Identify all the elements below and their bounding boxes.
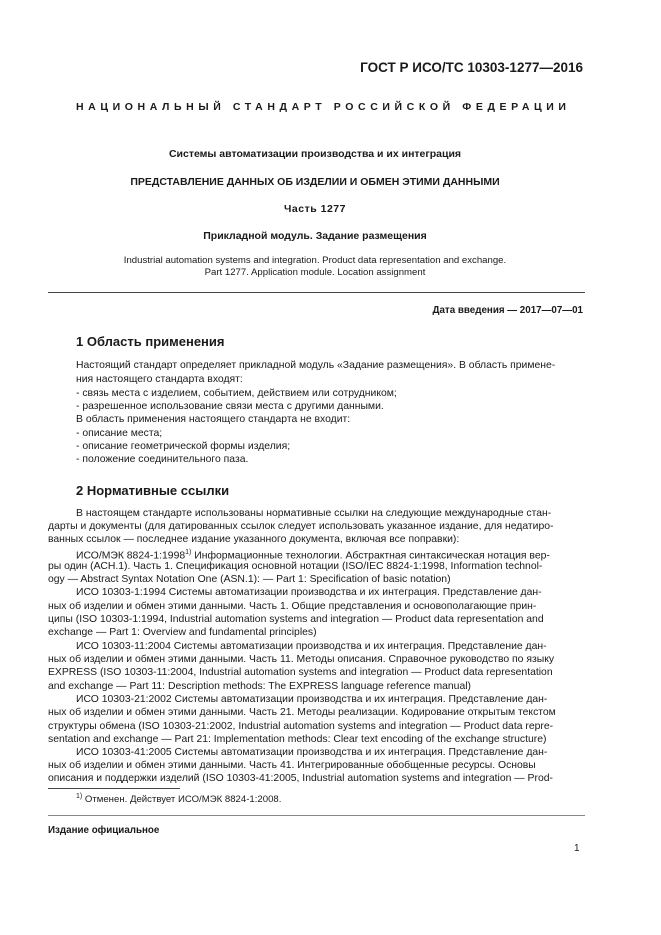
s2-line-21: описания и поддержки изделий (ISO 10303-41:2005, Industrial automation systems and integration — Prod- (48, 773, 553, 784)
s1-line-5: В область применения настоящего стандарта не входит: (76, 414, 351, 425)
footnote-ref-marker: 1) (185, 549, 192, 556)
s1-line-8: - положение соединительного паза. (76, 454, 249, 465)
s2-line-20: ных об изделии и обмен этими данными. Часть 41. Интегрированные обобщенные ресурсы. Основы (48, 760, 536, 771)
english-title-line-1: Industrial automation systems and integration. Product data representation and exchange. (123, 255, 507, 266)
ref-iso-8824-code: ИСО/МЭК 8824-1:1998 (76, 550, 186, 562)
s2-line-12: ных об изделии и обмен этими данными. Часть 11. Методы описания. Справочное руководство по языку (48, 654, 555, 665)
section-2-heading: 2 Нормативные ссылки (76, 483, 230, 498)
s2-line-16: ных об изделии и обмен этими данными. Часть 21. Методы реализации. Кодирование открытым текстом (48, 707, 556, 718)
s2-line-13: EXPRESS (ISO 10303-11:2004, Industrial automation systems and integration — Product data representation (48, 667, 553, 678)
footnote-divider (48, 788, 180, 789)
ref-iso-8824-title: Информационные технологии. Абстрактная синтаксическая нотация вер- (191, 550, 550, 562)
effective-date: Дата введения — 2017—07—01 (432, 305, 583, 316)
s2-line-2: дарты и документы (для датированных ссылок следует использовать указанное издание, для недатиро- (48, 521, 554, 532)
s2-line-14: and exchange — Part 11: Description methods: The EXPRESS language reference manual) (48, 681, 471, 692)
national-standard-banner: НАЦИОНАЛЬНЫЙ СТАНДАРТ РОССИЙСКОЙ ФЕДЕРАЦИИ (76, 101, 571, 113)
footnote-marker: 1) (76, 793, 83, 800)
document-id: ГОСТ Р ИСО/ТС 10303-1277—2016 (360, 60, 583, 75)
s1-line-7: - описание геометрической формы изделия; (76, 441, 291, 452)
s1-line-3: - связь места с изделием, событием, действием или сотрудником; (76, 388, 397, 399)
part-number: Часть 1277 (284, 203, 346, 215)
s2-line-17: структуры обмена (ISO 10303-21:2002, Industrial automation systems and integration — Product data repre- (48, 721, 554, 732)
s2-line-18: sentation and exchange — Part 21: Implementation methods: Clear text encoding of the exchange structure) (48, 734, 547, 745)
series-title: Системы автоматизации производства и их интеграция (168, 148, 462, 160)
footer-divider (48, 815, 585, 816)
s2-line-5: ры один (АСН.1). Часть 1. Спецификация основной нотации (ISO/IEC 8824-1:1998, Information technol- (48, 561, 543, 572)
english-title-line-2: Part 1277. Application module. Location assignment (204, 267, 426, 278)
s2-line-1: В настоящем стандарте использованы нормативные ссылки на следующие международные стан- (76, 508, 552, 519)
s2-line-11: ИСО 10303-11:2004 Системы автоматизации производства и их интеграция. Представление дан- (76, 641, 547, 652)
s2-line-6: ogy — Abstract Syntax Notation One (ASN.1): — Part 1: Specification of basic notation) (48, 574, 451, 585)
s1-line-1: Настоящий стандарт определяет прикладной модуль «Задание размещения». В область примене- (76, 360, 556, 371)
official-edition-label: Издание официальное (48, 825, 160, 836)
section-1-heading: 1 Область применения (76, 334, 225, 349)
main-title: ПРЕДСТАВЛЕНИЕ ДАННЫХ ОБ ИЗДЕЛИИ И ОБМЕН ЭТИМИ ДАННЫМИ (130, 176, 500, 188)
s2-line-7: ИСО 10303-1:1994 Системы автоматизации производства и их интеграция. Представление дан- (76, 587, 542, 598)
s1-line-2: ния настоящего стандарта входят: (76, 374, 243, 385)
module-title: Прикладной модуль. Задание размещения (203, 230, 427, 242)
s2-line-15: ИСО 10303-21:2002 Системы автоматизации производства и их интеграция. Представление дан- (76, 694, 548, 705)
s1-line-6: - описание места; (76, 428, 163, 439)
s2-line-3: ванных ссылок — последнее издание указанного документа, включая все поправки): (48, 534, 460, 545)
s2-line-19: ИСО 10303-41:2005 Системы автоматизации производства и их интеграция. Представление дан- (76, 747, 548, 758)
title-divider (48, 292, 585, 293)
page-number: 1 (574, 843, 580, 854)
footnote (76, 793, 281, 805)
footnote-text: Отменен. Действует ИСО/МЭК 8824-1:2008. (82, 794, 282, 806)
s1-line-4: - разрешенное использование связи места с другими данными. (76, 401, 384, 412)
s2-line-10: exchange — Part 1: Overview and fundamental principles) (48, 627, 317, 638)
s2-line-8: ных об изделии и обмен этими данными. Часть 1. Общие представления и основополагающие прин- (48, 601, 537, 612)
s2-line-9: ципы (ISO 10303-1:1994, Industrial automation systems and integration — Product data representation and (48, 614, 544, 625)
